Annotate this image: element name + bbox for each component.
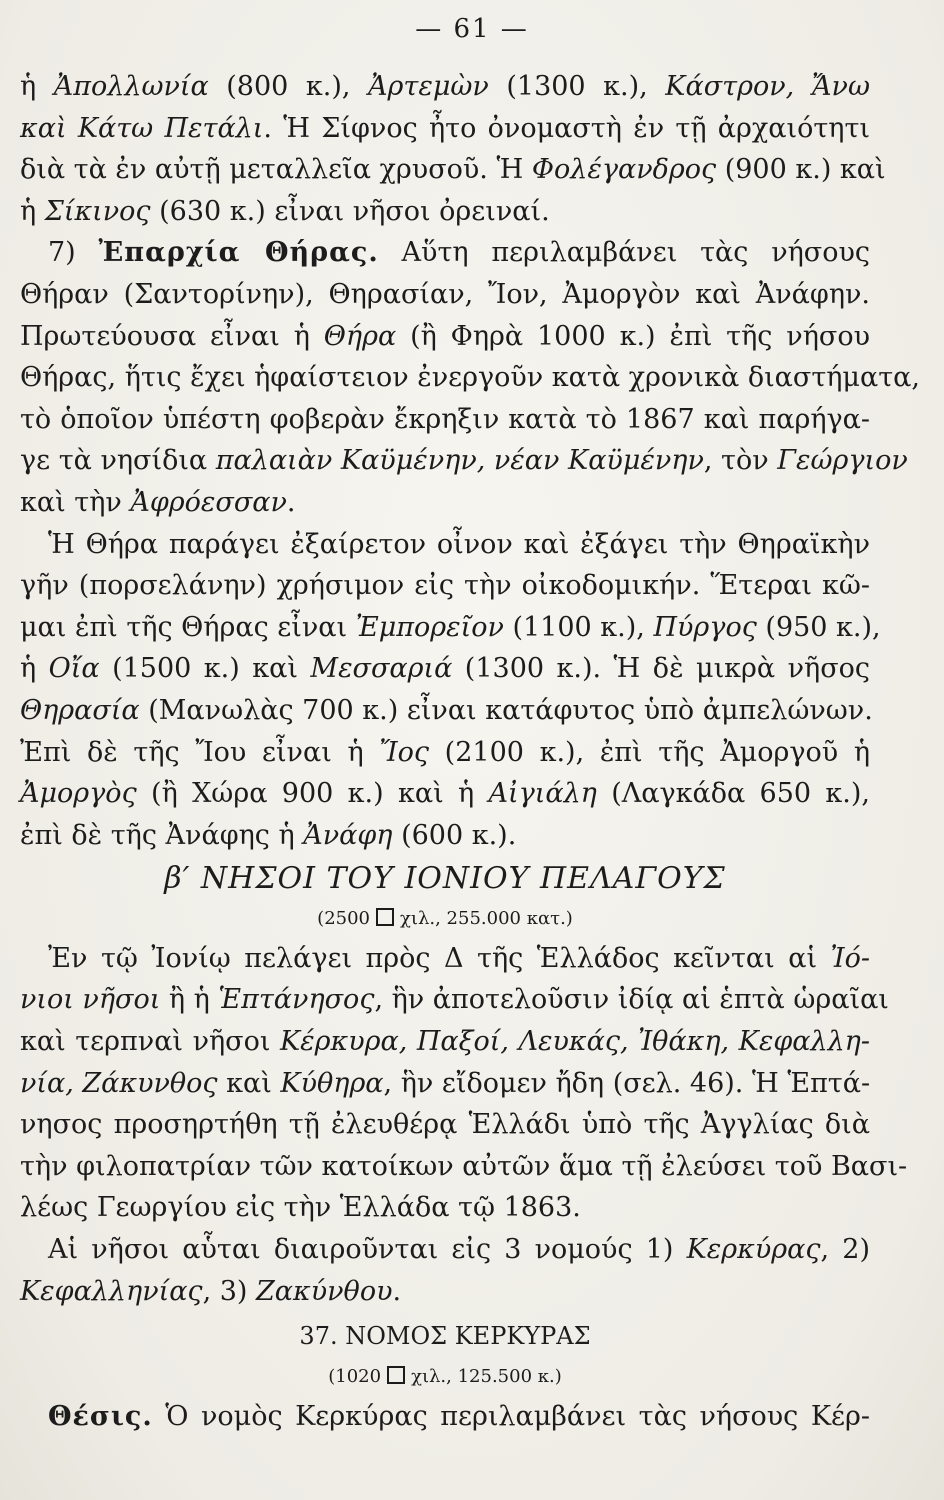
section-stats	[20, 900, 870, 938]
text-run: Θήρας, ἥτις ἔχει ἡφαίστειον ἐνεργοῦν κατὰ χρονικὰ διαστήματα,	[20, 362, 920, 394]
text-run: 7)	[48, 237, 99, 269]
text-run: , τὸν	[703, 445, 778, 477]
text-run: .	[392, 1275, 402, 1307]
text-run: Ἐπὶ δὲ τῆς Ἴου εἶναι ἡ	[20, 736, 380, 768]
text-run: Ἡ Θήρα παράγει ἐξαίρετον οἶνον καὶ ἐξάγει τὴν Θηραϊκὴν	[48, 528, 870, 560]
text-run: διὰ τὰ ἐν αὐτῇ μεταλλεῖα χρυσοῦ. Ἡ	[20, 154, 532, 186]
text-line	[20, 773, 870, 815]
text-run: , ἣν εἴδομεν ἤδη (σελ. 46). Ἡ Ἑπτά-	[383, 1067, 871, 1099]
italic-text: Ἀνάφη	[303, 819, 393, 851]
italic-text: Πύργος	[653, 611, 757, 643]
nomos-stats	[20, 1358, 870, 1396]
text-run: ἡ	[20, 195, 45, 227]
italic-text: Σίκινος	[44, 195, 151, 227]
page-number: — 61 —	[415, 14, 529, 44]
text-run: καὶ τερπναὶ νῆσοι	[20, 1026, 280, 1058]
text-run: ἡ	[20, 71, 54, 102]
text-line	[20, 357, 920, 399]
text-run: (1100 κ.),	[503, 611, 654, 643]
bold-heading-text: Θέσις.	[48, 1400, 153, 1432]
section-heading	[20, 858, 870, 900]
text-run: τὴν φιλοπατρίαν τῶν κατοίκων αὐτῶν ἅμα τῇ ἐλεύσει τοῦ Βασι-	[20, 1150, 908, 1182]
text-run: (ἢ Χώρα 900 κ.) καὶ ἡ	[136, 778, 489, 810]
text-run: ἢ ἡ	[160, 984, 219, 1016]
text-run: (950 κ.),	[756, 611, 881, 643]
italic-text: Κεφαλληνίας	[20, 1275, 203, 1307]
bold-heading-text: Ἐπαρχία Θήρας.	[98, 237, 379, 269]
text-line	[20, 274, 870, 316]
italic-text: Κάστρον, Ἄνω	[665, 71, 870, 102]
final-line	[20, 1396, 870, 1438]
text-run: Πρωτεύουσα εἶναι ἡ	[20, 320, 324, 352]
text-line	[20, 149, 886, 191]
italic-text: Ἐμπορεῖον	[355, 611, 504, 643]
italic-text: Ἀπολλωνία	[53, 71, 209, 102]
text-run: (ἢ Φηρὰ 1000 κ.) ἐπὶ τῆς νήσου	[396, 320, 870, 352]
nomos-heading: 37. ΝΟΜΟΣ ΚΕΡΚΥΡΑΣ	[299, 1322, 591, 1351]
text-run: καὶ τὴν	[20, 486, 131, 518]
italic-text: Φολέγανδρος	[531, 154, 717, 186]
text-line	[20, 732, 870, 774]
italic-text: νία, Ζάκυνθος	[20, 1067, 218, 1099]
italic-text: Ἀμοργὸς	[20, 778, 137, 810]
text-line	[20, 66, 870, 108]
text-line	[20, 565, 870, 607]
text-line	[20, 108, 870, 150]
text-run: (1300 κ.). Ἡ δὲ μικρὰ νῆσος	[452, 653, 870, 685]
text-run: (630 κ.) εἶναι νῆσοι ὀρειναί.	[150, 195, 550, 227]
section-stats-after: χιλ., 255.000 κατ.)	[400, 907, 573, 929]
text-run: (Μανωλὰς 700 κ.) εἶναι κατάφυτος ὑπὸ ἀμπελώνων.	[139, 694, 873, 726]
text-run: Ὁ νομὸς Κερκύρας περιλαμβάνει τὰς νήσους Κέρ-	[152, 1400, 870, 1432]
text-run: τὸ ὁποῖον ὑπέστη φοβερὰν ἔκρηξιν κατὰ τὸ 1867 καὶ παρήγα-	[20, 403, 870, 435]
italic-text: Ἰό-	[830, 942, 870, 974]
text-line	[20, 1187, 870, 1229]
text-run: ἐπὶ δὲ τῆς Ἀνάφης ἡ	[20, 819, 304, 851]
text-run: , 3)	[202, 1275, 257, 1307]
italic-text: Θηρασία	[20, 694, 140, 726]
text-run: (2100 κ.), ἐπὶ τῆς Ἀμοργοῦ ἡ	[429, 736, 871, 768]
italic-text: Μεσσαριά	[310, 653, 453, 685]
text-run: γε τὰ νησίδια	[20, 445, 216, 477]
text-run: Θήραν (Σαντορίνην), Θηρασίαν, Ἴον, Ἀμοργὸν καὶ Ἀνάφην.	[20, 278, 870, 310]
text-line	[20, 1021, 870, 1063]
text-run: Αὕτη περιλαμβάνει τὰς νήσους	[378, 237, 871, 269]
text-line	[20, 399, 870, 441]
square-km-icon	[387, 1366, 405, 1384]
text-line	[20, 607, 881, 649]
text-line	[20, 815, 870, 857]
text-run: καὶ	[217, 1067, 281, 1099]
italic-text: Αἰγιάλη	[488, 778, 597, 810]
italic-text: παλαιὰν Καϋμένην, νέαν Καϋμένην	[215, 445, 704, 477]
text-line	[20, 1104, 870, 1146]
text-run: λέως Γεωργίου εἰς τὴν Ἑλλάδα τῷ 1863.	[20, 1192, 581, 1224]
text-run: (600 κ.).	[392, 819, 517, 851]
text-run: (800 κ.),	[208, 71, 369, 102]
text-body	[20, 66, 920, 1437]
text-line	[20, 979, 889, 1021]
text-line	[20, 1063, 870, 1105]
italic-text: Ἴος	[379, 736, 430, 768]
italic-text: Ἀφρόεσσαν	[130, 486, 287, 518]
text-line	[20, 938, 870, 980]
italic-text: Οἴα	[48, 653, 100, 685]
paragraph-block-thira	[20, 66, 920, 856]
square-km-icon	[376, 908, 394, 926]
text-run: (Λαγκάδα 650 κ.),	[596, 778, 870, 810]
paragraph-block-ionian	[20, 938, 908, 1312]
italic-text: Θήρα	[323, 320, 397, 352]
text-line	[20, 316, 870, 358]
text-line	[20, 482, 870, 524]
italic-text: καὶ Κάτω Πετάλι	[20, 112, 264, 144]
section-stats-before: (2500	[317, 907, 371, 929]
section-heading-text: β′ ΝΗΣΟΙ ΤΟΥ ΙΟΝΙΟΥ ΠΕΛΑΓΟΥΣ	[164, 861, 726, 897]
text-run: μαι ἐπὶ τῆς Θήρας εἶναι	[20, 611, 356, 643]
text-run: ἡ	[20, 653, 49, 685]
nomos-stats-before: (1020	[328, 1365, 382, 1387]
italic-text: Ἀρτεμὼν	[368, 71, 489, 102]
text-line	[20, 232, 870, 274]
text-line	[20, 1229, 870, 1271]
text-run: (900 κ.) καὶ	[716, 154, 886, 186]
text-run: (1500 κ.) καὶ	[99, 653, 311, 685]
italic-text: νιοι νῆσοι	[20, 984, 161, 1016]
text-line	[20, 648, 870, 690]
text-run: νησος προσηρτήθη τῇ ἐλευθέρᾳ Ἑλλάδι ὑπὸ τῆς Ἀγγλίας διὰ	[20, 1109, 870, 1141]
italic-text: Ἑπτάνησος	[218, 984, 375, 1016]
text-line	[20, 191, 870, 233]
italic-text: Κύθηρα	[280, 1067, 384, 1099]
text-line	[20, 440, 908, 482]
text-run: , 2)	[820, 1234, 870, 1266]
text-run: Αἱ νῆσοι αὗται διαιροῦνται εἰς 3 νομούς 1)	[48, 1234, 687, 1266]
text-run: .	[286, 486, 296, 518]
text-run: γῆν (πορσελάνην) χρήσιμον εἰς τὴν οἰκοδομικήν. Ἕτεραι κῶ-	[20, 570, 870, 602]
text-run: . Ἡ Σίφνος ἦτο ὀνομαστὴ ἐν τῇ ἀρχαιότητι	[263, 112, 870, 144]
text-line	[20, 524, 870, 566]
text-run: Ἐν τῷ Ἰονίῳ πελάγει πρὸς Δ τῆς Ἑλλάδος κεῖνται αἱ	[48, 942, 831, 974]
text-run: , ἣν ἀποτελοῦσιν ἰδίᾳ αἱ ἑπτὰ ὡραῖαι	[374, 984, 889, 1016]
italic-text: Κερκύρας	[686, 1234, 821, 1266]
nomos-stats-after: χιλ., 125.500 κ.)	[411, 1365, 562, 1387]
italic-text: Ζακύνθου	[256, 1275, 393, 1307]
text-line	[20, 690, 873, 732]
text-run: (1300 κ.),	[488, 71, 666, 102]
italic-text: Γεώργιον	[777, 445, 908, 477]
text-line	[20, 1146, 908, 1188]
italic-text: Κέρκυρα, Παξοί, Λευκάς, Ἰθάκη, Κεφαλλη-	[279, 1026, 870, 1058]
text-line	[20, 1271, 870, 1313]
